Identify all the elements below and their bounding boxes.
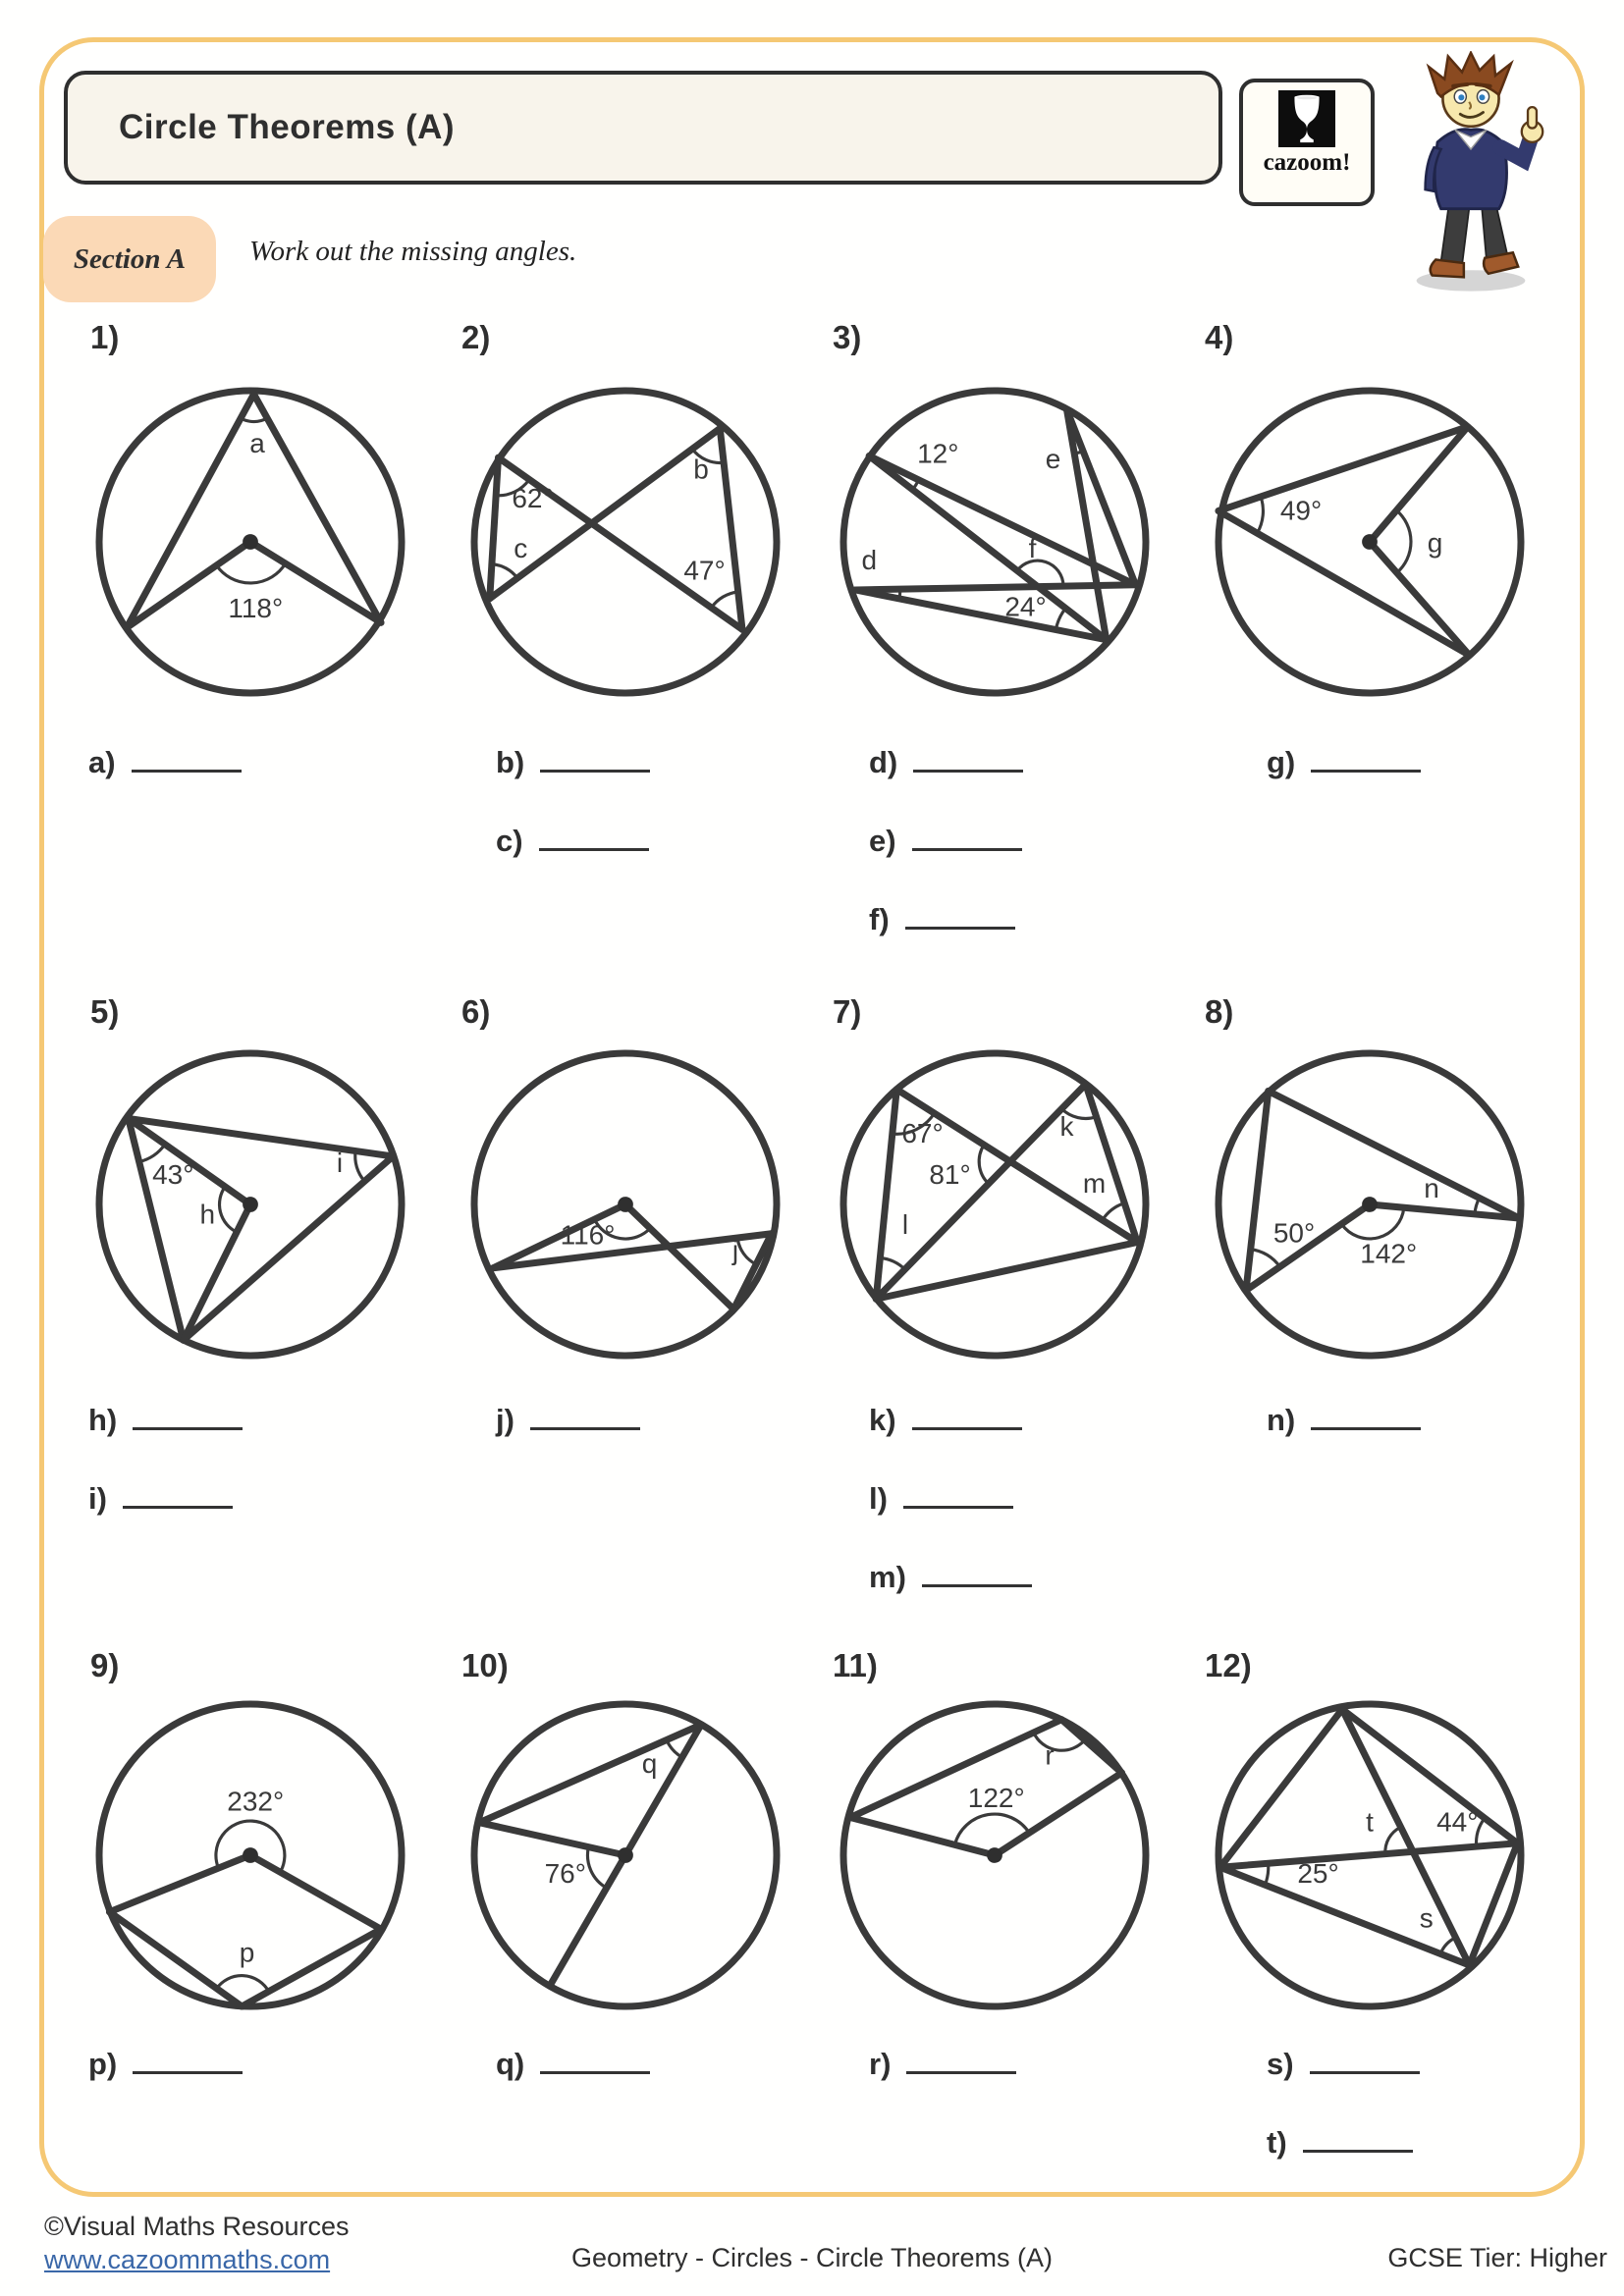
- answer-line: [133, 2038, 243, 2074]
- centre-dot: [243, 534, 258, 550]
- angle-arc: [217, 563, 286, 583]
- answer-col: [496, 736, 650, 893]
- angle-label: l: [901, 1208, 909, 1240]
- answer-blank-q: q): [496, 2038, 650, 2116]
- chord-line: [869, 456, 1107, 640]
- centre-dot: [1362, 1197, 1378, 1212]
- angle-label: r: [1045, 1739, 1055, 1771]
- answer-blank-i: i): [88, 1472, 243, 1551]
- answer-col: [88, 2038, 243, 2116]
- centre-dot: [243, 1197, 258, 1212]
- section-a-tab: [43, 216, 216, 302]
- angle-arc: [241, 418, 267, 422]
- answer-col: [496, 1394, 640, 1472]
- answer-line: [539, 815, 649, 851]
- circle-diagram-10: [454, 1683, 797, 2027]
- answer-line: [912, 1394, 1022, 1430]
- angle-label: 116°: [560, 1219, 616, 1251]
- header-banner: [64, 71, 1222, 185]
- page-title: Circle Theorems (A): [119, 108, 456, 146]
- answer-line: [540, 2038, 650, 2074]
- angle-label: 47°: [683, 555, 726, 586]
- centre-dot: [618, 1197, 633, 1212]
- circle-diagram-2: [454, 370, 797, 714]
- angle-arc: [1056, 609, 1065, 630]
- angle-label: 25°: [1297, 1858, 1339, 1889]
- answer-line: [903, 1472, 1013, 1509]
- chord-line: [110, 1912, 243, 2006]
- answer-line: [922, 1551, 1032, 1587]
- chord-line: [1342, 1709, 1470, 1965]
- angle-label: 44°: [1436, 1806, 1479, 1838]
- mascot-boy: [1382, 51, 1559, 296]
- angle-label: g: [1427, 527, 1443, 559]
- angle-label: 118°: [228, 593, 284, 623]
- answer-col: [1267, 1394, 1421, 1472]
- angle-label: h: [199, 1199, 216, 1230]
- answer-blank-t: t): [1267, 2116, 1420, 2195]
- angle-arc: [737, 1238, 756, 1264]
- answer-blank-p: p): [88, 2038, 243, 2116]
- angle-label: s: [1419, 1902, 1434, 1934]
- cazoom-logo: [1239, 79, 1375, 206]
- angle-arc: [1341, 1207, 1404, 1239]
- answer-blank-k: k): [869, 1394, 1032, 1472]
- angle-arc: [899, 589, 900, 599]
- chord-line: [1370, 542, 1470, 656]
- chord-line: [110, 1855, 251, 1912]
- chord-line: [876, 1090, 896, 1300]
- angle-label: j: [731, 1235, 739, 1265]
- answer-blank-b: b): [496, 736, 650, 815]
- angle-label: m: [1082, 1167, 1107, 1199]
- circle-outline: [843, 391, 1146, 693]
- chord-line: [720, 429, 742, 630]
- answer-blank-s: s): [1267, 2038, 1420, 2116]
- cazoom-logo-text: cazoom!: [1263, 149, 1351, 176]
- angle-arc: [217, 1976, 269, 1992]
- chord-line: [1061, 1720, 1121, 1773]
- chord-line: [1246, 1092, 1269, 1291]
- problem-number-4: 4): [1205, 319, 1234, 355]
- chord-line: [625, 1204, 733, 1309]
- circle-diagram-5: [79, 1033, 422, 1376]
- answer-line: [1310, 2038, 1420, 2074]
- answer-blank-n: n): [1267, 1394, 1421, 1472]
- angle-arc: [492, 564, 517, 578]
- circle-diagram-3: [823, 370, 1166, 714]
- circle-diagram-8: [1198, 1033, 1542, 1376]
- centre-dot: [987, 1847, 1002, 1863]
- angle-label: 67°: [901, 1118, 944, 1148]
- answer-line: [913, 736, 1023, 773]
- angle-label: 142°: [1360, 1238, 1418, 1269]
- problem-number-6: 6): [461, 993, 491, 1030]
- problem-number-8: 8): [1205, 993, 1234, 1030]
- angle-label: 81°: [929, 1159, 971, 1190]
- footer-tier: GCSE Tier: Higher: [1387, 2243, 1607, 2272]
- answer-blank-c: c): [496, 815, 650, 893]
- problem-number-7: 7): [833, 993, 862, 1030]
- problem-number-9: 9): [90, 1647, 120, 1683]
- answer-blank-l: l): [869, 1472, 1032, 1551]
- answer-col: [869, 736, 1023, 972]
- centre-dot: [243, 1847, 258, 1863]
- answer-line: [1311, 1394, 1421, 1430]
- answer-line: [1311, 736, 1421, 773]
- chord-line: [1220, 1843, 1518, 1868]
- chord-line: [250, 1855, 381, 1929]
- answer-col: [88, 736, 242, 815]
- answer-blank-d: d): [869, 736, 1023, 815]
- chord-line: [184, 1204, 250, 1340]
- chord-line: [850, 1720, 1061, 1818]
- answer-line: [906, 2038, 1016, 2074]
- centre-dot: [1362, 534, 1378, 550]
- centre-dot: [618, 1847, 633, 1863]
- answer-blank-f: f): [869, 893, 1023, 972]
- angle-arc: [667, 1740, 682, 1758]
- angle-label: t: [1366, 1806, 1374, 1838]
- circle-diagram-7: [823, 1033, 1166, 1376]
- chord-line: [479, 1823, 625, 1855]
- answer-blank-g: g): [1267, 736, 1421, 815]
- instruction-text: Work out the missing angles.: [249, 236, 577, 267]
- angle-label: 62°: [512, 483, 554, 513]
- angle-arc: [1251, 1250, 1280, 1267]
- circle-diagram-6: [454, 1033, 797, 1376]
- answer-col: [88, 1394, 243, 1551]
- angle-label: p: [239, 1937, 255, 1968]
- answer-col: [1267, 736, 1421, 815]
- answer-line: [1303, 2116, 1413, 2153]
- answer-blank-a: a): [88, 736, 242, 815]
- angle-label: e: [1045, 443, 1061, 474]
- answer-blank-j: j): [496, 1394, 640, 1472]
- section-a-label: Section A: [73, 242, 187, 275]
- answer-col: [869, 2038, 1016, 2116]
- angle-label: a: [249, 428, 265, 458]
- angle-label: 76°: [544, 1858, 586, 1889]
- problem-number-3: 3): [833, 319, 862, 355]
- angle-label: f: [1028, 532, 1037, 563]
- angle-label: d: [861, 545, 878, 575]
- problem-number-11: 11): [833, 1647, 878, 1683]
- answer-col: [496, 2038, 650, 2116]
- circle-diagram-1: [79, 370, 422, 714]
- angle-arc: [1440, 1938, 1455, 1954]
- problem-number-5: 5): [90, 993, 120, 1030]
- answer-line: [132, 736, 242, 773]
- footer-copyright: ©Visual Maths Resources: [44, 2212, 350, 2241]
- answer-blank-h: h): [88, 1394, 243, 1472]
- angle-arc: [1257, 497, 1263, 533]
- angle-label: 50°: [1272, 1217, 1316, 1249]
- angle-label: 49°: [1279, 495, 1323, 526]
- angle-label: 12°: [917, 438, 959, 469]
- answer-line: [123, 1472, 233, 1509]
- angle-label: c: [514, 532, 528, 563]
- angle-label: k: [1059, 1111, 1074, 1142]
- circle-diagram-4: [1198, 370, 1542, 714]
- problem-number-12: 12): [1205, 1647, 1252, 1683]
- angle-label: 43°: [152, 1159, 194, 1190]
- chord-line: [855, 585, 1135, 590]
- angle-label: i: [336, 1147, 344, 1178]
- answer-line: [530, 1394, 640, 1430]
- problem-number-2: 2): [461, 319, 491, 355]
- footer-center: Geometry - Circles - Circle Theorems (A): [570, 2243, 1054, 2272]
- answer-blank-r: r): [869, 2038, 1016, 2116]
- footer-link[interactable]: www.cazoommaths.com: [44, 2245, 331, 2274]
- problem-number-1: 1): [90, 319, 120, 355]
- chord-line: [1269, 1092, 1520, 1219]
- cazoom-goblet-icon: [1278, 90, 1335, 147]
- circle-diagram-11: [823, 1683, 1166, 2027]
- angle-label: 232°: [227, 1786, 285, 1817]
- problem-number-10: 10): [461, 1647, 509, 1683]
- answer-blank-m: m): [869, 1551, 1032, 1629]
- circle-diagram-9: [79, 1683, 422, 2027]
- angle-arc: [1396, 510, 1411, 573]
- chord-line: [184, 1156, 394, 1340]
- chord-line: [876, 1243, 1137, 1300]
- angle-label: 24°: [1004, 591, 1047, 622]
- chord-line: [850, 1818, 995, 1856]
- angle-label: n: [1424, 1173, 1439, 1203]
- answer-blank-e: e): [869, 815, 1023, 893]
- chord-line: [479, 1725, 701, 1823]
- answer-line: [540, 736, 650, 773]
- angle-arc: [880, 1257, 904, 1269]
- angle-arc: [712, 592, 738, 608]
- answer-line: [905, 893, 1015, 930]
- chord-line: [254, 395, 382, 623]
- circle-diagram-12: [1198, 1683, 1542, 2027]
- angle-label: q: [641, 1748, 658, 1779]
- answer-line: [912, 815, 1022, 851]
- angle-label: 122°: [967, 1783, 1025, 1813]
- answer-line: [133, 1394, 243, 1430]
- angle-arc: [1103, 1203, 1125, 1220]
- answer-col: [1267, 2038, 1420, 2195]
- answer-col: [869, 1394, 1032, 1629]
- angle-label: b: [693, 454, 709, 485]
- chord-line: [1067, 409, 1107, 640]
